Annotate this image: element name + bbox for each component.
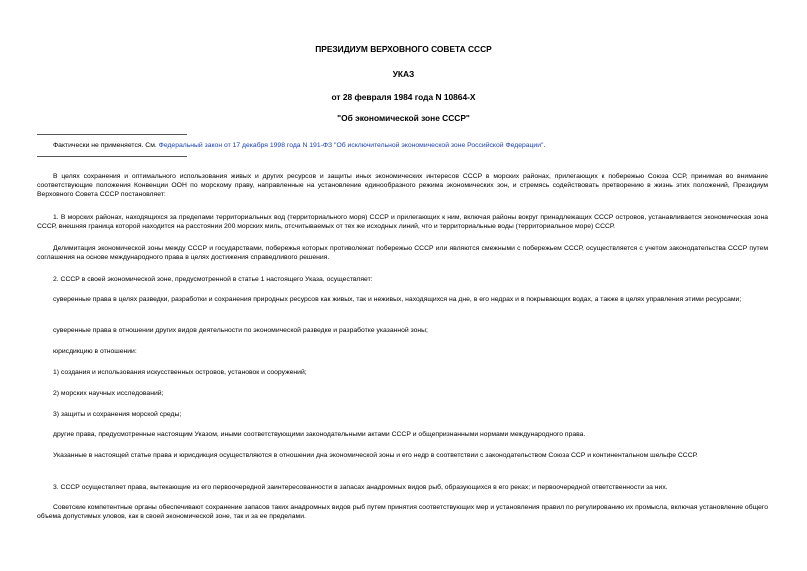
editorial-note bbox=[53, 141, 773, 150]
other-rights-paragraph: другие права, предусмотренные настоящим Указом, иными соответствующими законодательными актами СССР и общепризнанными нормами международного права. bbox=[53, 431, 586, 438]
note-top-divider bbox=[37, 134, 187, 135]
sovereign-rights-other-paragraph: суверенные права в отношении других видов деятельности по экономической разведке и разработке указанной зоны; bbox=[53, 327, 428, 334]
date-number-heading: от 28 февраля 1984 года N 10864-X bbox=[331, 92, 476, 102]
seabed-paragraph: Указанные в настоящей статье права и юрисдикция осуществляются в отношении дна экономической зоны и его недр в соответствии с законодательством Союза ССР и континентальном шельфе СССР. bbox=[53, 452, 698, 459]
jurisdiction-item-2: 2) морских научных исследований; bbox=[53, 390, 164, 397]
title-heading: "Об экономической зоне СССР" bbox=[337, 113, 470, 123]
sovereign-rights-resources-paragraph: суверенные права в целях разведки, разработки и сохранения природных ресурсов как живых, так и неживых, находящихся на дне, в его недрах и в покрывающих водах, а также в целях управления этими ресурсами; bbox=[53, 296, 742, 303]
anadromous-paragraph: Советские компетентные органы обеспечивают сохранение запасов таких анадромных видов рыб путем принятия соответствующих мер и установления правил по регулированию их промысла, включая установление общего объема допустимых уловов, как в своей экономической зоне, так и за ее пределами. bbox=[37, 504, 768, 520]
federal-law-link[interactable]: Федеральный закон от 17 декабря 1998 года N 191-ФЗ bbox=[158, 142, 333, 149]
law-title-link[interactable]: "Об исключительной экономической зоне Российской Федерации" bbox=[334, 142, 544, 149]
jurisdiction-paragraph: юрисдикцию в отношении: bbox=[53, 348, 137, 355]
doc-type-heading: УКАЗ bbox=[392, 69, 415, 79]
note-bottom-divider bbox=[37, 156, 187, 157]
article-3-paragraph: 3. СССР осуществляет права, вытекающие из его первоочередной заинтересованности в запасах анадромных видов рыб, образующихся в его реках; и первоочередной ответственности за них. bbox=[53, 484, 668, 491]
delimitation-paragraph: Делимитация экономической зоны между СССР и государствами, побережья которых противолежат побережью СССР или являются смежными с побережьем СССР, осуществляется с учетом законодательства СССР путем соглашения на основе международного права в целях достижения справедливого решения. bbox=[37, 245, 768, 261]
issuer-heading: ПРЕЗИДИУМ ВЕРХОВНОГО СОВЕТА СССР bbox=[315, 44, 492, 54]
preamble-paragraph: В целях сохранения и оптимального использования живых и других ресурсов и защиты иных экономических интересов СССР в морских районах, прилегающих к побережью Союза ССР, принимая во внимание соответствующие положения Конвенции ООН по морскому праву, направленные на установление единообразного режима экономических зон, и стремясь содействовать претворению в жизнь этих положений, Президиум Верховного Совета СССР постановляет: bbox=[37, 173, 768, 198]
article-2-paragraph: 2. СССР в своей экономической зоне, предусмотренной в статье 1 настоящего Указа, осуществляет: bbox=[53, 276, 373, 283]
jurisdiction-item-1: 1) создания и использования искусственных островов, установок и сооружений; bbox=[53, 369, 307, 376]
note-prefix: Фактически не применяется. См. bbox=[53, 142, 159, 149]
article-1-paragraph: 1. В морских районах, находящихся за пределами территориальных вод (территориального моря) СССР и прилегающих к ним, включая районы вокруг принадлежащих СССР островов, устанавливается экономическая зона СССР, внешняя граница которой находится на расстоянии 200 морских миль, отсчитываемых от тех же исходных линий, что и территориальные воды (территориальное море) СССР. bbox=[37, 214, 768, 230]
note-suffix: . bbox=[543, 142, 546, 149]
jurisdiction-item-3: 3) защиты и сохранения морской среды; bbox=[53, 411, 182, 418]
